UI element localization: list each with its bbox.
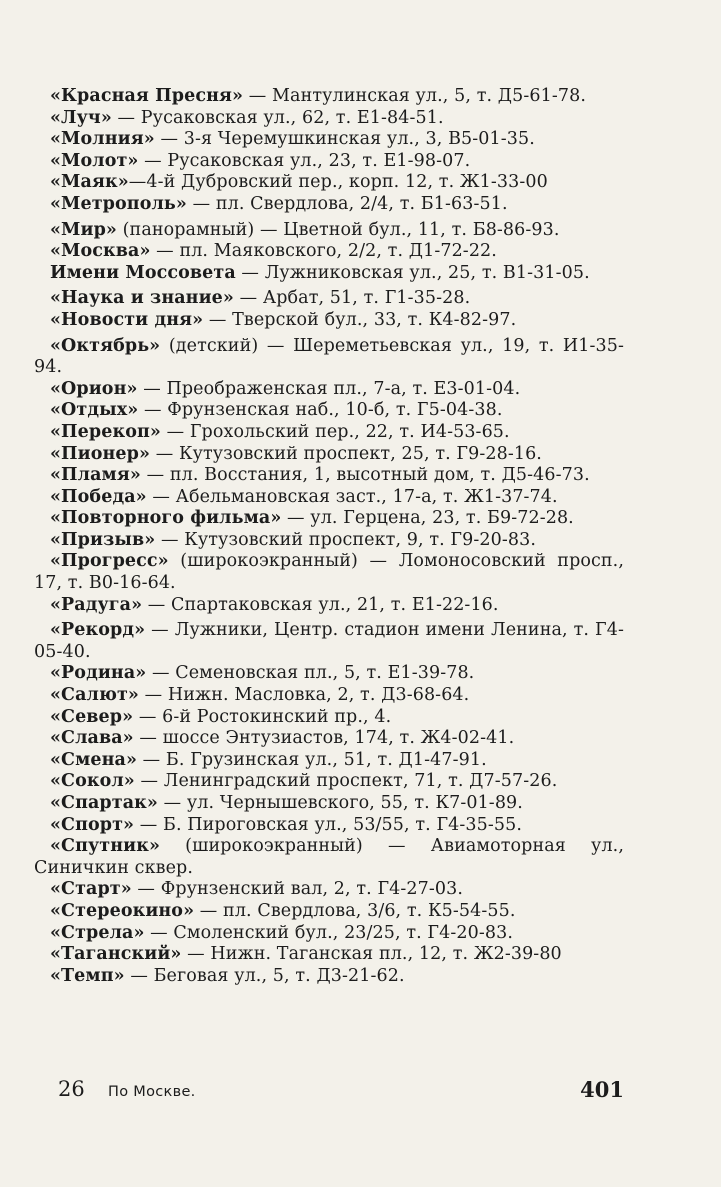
cinema-name: «Стрела» [50,922,145,943]
cinema-name: «Повторного фильма» [50,508,282,529]
cinema-address: — пл. Свердлова, 2/4, т. Б1-63-51. [186,193,508,214]
cinema-address: (панорамный) — Цветной бул., 11, т. Б8-86-93. [116,219,560,240]
cinema-entry [34,422,624,444]
cinema-address: — Нижн. Таганская пл., 12, т. Ж2-39-80 [181,944,562,965]
cinema-entry [34,336,624,379]
cinema-name: «Новости дня» [50,309,204,330]
cinema-name: «Пламя» [50,465,141,486]
cinema-entry [34,151,624,173]
cinema-name: «Победа» [50,486,147,507]
cinema-name: «Спорт» [50,814,135,835]
cinema-address: — пл. Восстания, 1, высотный дом, т. Д5-46-73. [140,465,590,486]
cinema-name: «Рекорд» [50,620,146,641]
cinema-address: — Нижн. Масловка, 2, т. Д3-68-64. [138,685,470,706]
cinema-entry [34,879,624,901]
cinema-entry [34,966,624,988]
cinema-entry [34,685,624,707]
cinema-address: — Преображенская пл., 7-а, т. Е3-01-04. [137,378,521,399]
cinema-name: «Смена» [50,749,137,770]
cinema-name: «Север» [50,706,134,727]
cinema-entry [34,400,624,422]
cinema-name: «Старт» [50,879,132,900]
cinema-address: — Б. Пироговская ул., 53/55, т. Г4-35-55. [134,814,522,835]
cinema-name: «Стереокино» [50,900,195,921]
cinema-address: —4-й Дубровский пер., корп. 12, т. Ж1-33-00 [128,172,548,193]
cinema-name: «Маяк» [50,172,129,193]
cinema-address: — Лужниковская ул., 25, т. В1-31-05. [235,262,590,283]
cinema-name: «Таганский» [50,944,182,965]
cinema-address: (широкоэкранный) — Ломоносовский просп., 17, т. В0-16-64. [34,551,624,594]
cinema-entry [34,310,624,332]
cinema-entry [34,728,624,750]
cinema-entry [34,836,624,879]
cinema-entry [34,620,624,663]
cinema-entry [34,944,624,966]
cinema-address: — Арбат, 51, т. Г1-35-28. [233,288,471,309]
cinema-address: — пл. Маяковского, 2/2, т. Д1-72-22. [150,241,497,262]
cinema-name: «Темп» [50,965,125,986]
cinema-name: «Октябрь» [50,335,161,356]
cinema-name: «Перекоп» [50,421,161,442]
cinema-name: «Слава» [50,728,134,749]
cinema-entry [34,923,624,945]
cinema-name: «Отдых» [50,400,139,421]
cinema-entry [34,815,624,837]
cinema-address: — Русаковская ул., 62, т. Е1-84-51. [111,107,444,128]
cinema-name: Имени Моссовета [50,262,236,283]
cinema-entry [34,530,624,552]
cinema-name: «Луч» [50,107,112,128]
cinema-name: «Прогресс» [50,551,169,572]
cinema-entry [34,220,624,242]
cinema-address: — Фрунзенский вал, 2, т. Г4-27-03. [131,879,464,900]
cinema-address: — ул. Чернышевского, 55, т. К7-01-89. [157,793,523,813]
page-number-right: 401 [580,1077,624,1102]
cinema-entry [34,129,624,151]
cinema-entry [34,444,624,466]
cinema-name: «Метрополь» [50,193,187,214]
cinema-entry [34,194,624,216]
cinema-entry [34,172,624,194]
cinema-address: — Фрунзенская наб., 10-б, т. Г5-04-38. [138,400,503,421]
cinema-name: «Спартак» [50,793,158,813]
cinema-entry [34,263,624,285]
cinema-address: — ул. Герцена, 23, т. Б9-72-28. [281,508,574,529]
cinema-name: «Салют» [50,685,139,706]
cinema-address: — Мантулинская ул., 5, т. Д5-61-78. [243,86,586,106]
page-number-left: 26 [58,1077,85,1101]
cinema-entry [34,86,624,108]
cinema-name: «Красная Пресня» [50,86,244,106]
cinema-address: — Лужники, Центр. стадион имени Ленина, т. Г4-05-40. [34,620,624,662]
cinema-address: — шоссе Энтузиастов, 174, т. Ж4-02-41. [133,728,515,749]
running-head: По Москве. [108,1084,196,1100]
cinema-address: — Кутузовский проспект, 25, т. Г9-28-16. [150,443,542,464]
cinema-name: «Спутник» [50,836,160,857]
cinema-entry [34,901,624,923]
cinema-entry [34,551,624,594]
cinema-entry [34,465,624,487]
cinema-address: — Кутузовский проспект, 9, т. Г9-20-83. [155,529,536,550]
cinema-name: «Молот» [50,150,139,171]
cinema-address: — Ленинградский проспект, 71, т. Д7-57-26. [134,771,558,792]
cinema-name: «Призыв» [50,529,156,550]
cinema-entry [34,663,624,685]
cinema-address: — Абельмановская заст., 17-а, т. Ж1-37-74. [146,486,558,507]
cinema-address: — 3-я Черемушкинская ул., 3, В5-01-35. [154,129,535,150]
cinema-entry [34,108,624,130]
cinema-address: (детский) — Шереметьевская ул., 19, т. И1-35-94. [34,335,624,378]
cinema-name: «Радуга» [50,594,143,615]
cinema-address: — Семеновская пл., 5, т. Е1-39-78. [146,663,475,684]
cinema-address: — 6-й Ростокинский пр., 4. [133,706,392,727]
cinema-name: «Москва» [50,241,151,262]
cinema-name: «Пионер» [50,443,151,464]
cinema-entry [34,771,624,793]
cinema-address: — Грохольский пер., 22, т. И4-53-65. [160,421,510,442]
cinema-entry [34,750,624,772]
cinema-address: (широкоэкранный) — Авиамоторная ул., Синичкин сквер. [34,836,624,878]
cinema-name: «Сокол» [50,771,135,792]
cinema-entry [34,508,624,530]
cinema-address: — Б. Грузинская ул., 51, т. Д1-47-91. [137,749,487,770]
cinema-list [34,86,624,987]
cinema-entry [34,487,624,509]
cinema-address: — Тверской бул., 33, т. К4-82-97. [203,309,517,330]
cinema-address: — Спартаковская ул., 21, т. Е1-22-16. [142,594,499,615]
page-footer [58,1077,624,1107]
cinema-name: «Наука и знание» [50,288,234,309]
cinema-address: — Русаковская ул., 23, т. Е1-98-07. [138,150,471,171]
cinema-entry [34,595,624,617]
cinema-name: «Мир» [50,219,117,240]
cinema-name: «Орион» [50,378,138,399]
cinema-address: — пл. Свердлова, 3/6, т. К5-54-55. [194,900,516,921]
cinema-name: «Молния» [50,129,155,150]
cinema-entry [34,793,624,815]
cinema-entry [34,288,624,310]
cinema-address: — Беговая ул., 5, т. Д3-21-62. [124,965,405,986]
cinema-entry [34,379,624,401]
cinema-address: — Смоленский бул., 23/25, т. Г4-20-83. [144,922,513,943]
cinema-entry [34,241,624,263]
cinema-entry [34,707,624,729]
cinema-name: «Родина» [50,663,147,684]
